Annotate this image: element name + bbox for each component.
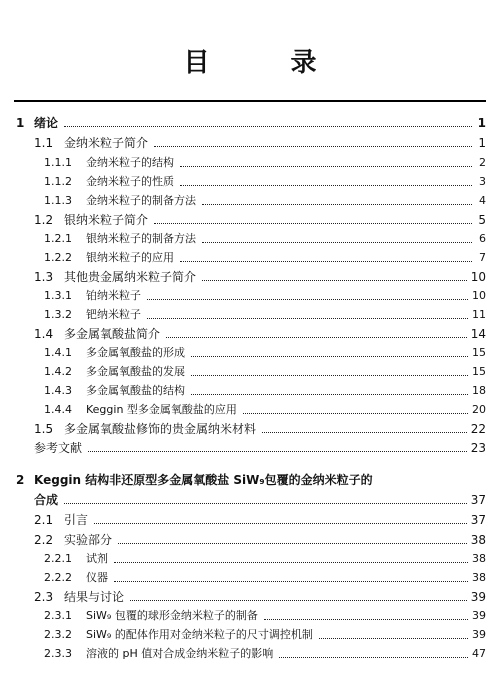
toc-entry-number: 1.4.3 bbox=[44, 384, 72, 397]
toc-entry-number: 1.5 bbox=[34, 422, 54, 436]
toc-entry-number: 2 bbox=[16, 473, 25, 487]
leader-dots bbox=[191, 356, 468, 357]
leader-dots bbox=[154, 223, 472, 224]
toc-entry-label: 引言 bbox=[64, 513, 89, 527]
toc-entry-number: 2.3.2 bbox=[44, 628, 72, 641]
chapter-heading[interactable] bbox=[16, 471, 373, 488]
toc-entry-page: 38 bbox=[472, 571, 486, 584]
leader-dots bbox=[202, 204, 472, 205]
toc-entry-page: 23 bbox=[470, 441, 486, 455]
toc-entry-page: 1 bbox=[478, 136, 486, 150]
toc-entry-label: 金纳米粒子的性质 bbox=[86, 175, 174, 188]
toc-entry-number: 1.3.1 bbox=[44, 289, 72, 302]
leader-dots bbox=[94, 523, 467, 524]
toc-entry-label: SiW₉ 包覆的球形金纳米粒子的制备 bbox=[86, 609, 258, 622]
toc-entry-number: 2.3 bbox=[34, 590, 54, 604]
toc-entry-number: 2.2 bbox=[34, 533, 54, 547]
leader-dots bbox=[154, 146, 472, 147]
leader-dots bbox=[191, 394, 468, 395]
toc-entry-label: 多金属氧酸盐的发展 bbox=[86, 365, 185, 378]
toc-entry-label: 银纳米粒子的制备方法 bbox=[86, 232, 196, 245]
toc-entry-page: 6 bbox=[479, 232, 486, 245]
toc-entry-label: Keggin 型多金属氧酸盐的应用 bbox=[86, 403, 237, 416]
leader-dots bbox=[147, 318, 468, 319]
toc-entry[interactable] bbox=[44, 378, 486, 398]
toc-entry[interactable] bbox=[44, 622, 486, 642]
toc-entry[interactable] bbox=[44, 226, 486, 246]
toc-entry-number: 1.2.2 bbox=[44, 251, 72, 264]
toc-entry-number: 1.4.2 bbox=[44, 365, 72, 378]
toc-entry[interactable] bbox=[44, 397, 486, 417]
toc-entry-number: 1.2 bbox=[34, 213, 54, 227]
toc-entry[interactable] bbox=[34, 264, 486, 284]
toc-entry[interactable] bbox=[44, 603, 486, 623]
toc-entry-number: 1.2.1 bbox=[44, 232, 72, 245]
toc-entry-page: 7 bbox=[479, 251, 486, 264]
toc-entry[interactable] bbox=[44, 150, 486, 170]
toc-entry-page: 3 bbox=[479, 175, 486, 188]
toc-entry-page: 15 bbox=[472, 365, 486, 378]
toc-entry-label: 银纳米粒子简介 bbox=[64, 213, 149, 227]
toc-entry-label: 试剂 bbox=[86, 552, 108, 565]
leader-dots bbox=[191, 375, 468, 376]
toc-entry[interactable] bbox=[34, 507, 486, 527]
toc-entry[interactable] bbox=[34, 416, 486, 436]
toc-entry-page: 38 bbox=[470, 533, 486, 547]
toc-entry-label: 多金属氧酸盐的结构 bbox=[86, 384, 185, 397]
leader-dots bbox=[180, 166, 472, 167]
toc-entry-number: 2.2.2 bbox=[44, 571, 72, 584]
toc-entry-label: 多金属氧酸盐的形成 bbox=[86, 346, 185, 359]
toc-entry-number: 1.1.1 bbox=[44, 156, 72, 169]
leader-dots bbox=[180, 261, 472, 262]
leader-dots bbox=[64, 126, 472, 127]
leader-dots bbox=[130, 600, 467, 601]
toc-entry-page: 14 bbox=[470, 327, 486, 341]
page-title: 目 录 bbox=[183, 48, 353, 78]
toc-entry-label: 仪器 bbox=[86, 571, 108, 584]
toc-entry[interactable] bbox=[34, 435, 486, 455]
toc-entry[interactable] bbox=[44, 546, 486, 566]
toc-entry-number: 2.3.3 bbox=[44, 647, 72, 660]
toc-entry-number: 1 bbox=[16, 116, 25, 130]
toc-entry[interactable] bbox=[34, 487, 486, 507]
toc-entry-number: 1.1.3 bbox=[44, 194, 72, 207]
toc-entry[interactable] bbox=[44, 340, 486, 360]
leader-dots bbox=[88, 451, 467, 452]
toc-entry-page: 39 bbox=[470, 590, 486, 604]
toc-entry-number: 1.4 bbox=[34, 327, 54, 341]
toc-entry[interactable] bbox=[44, 302, 486, 322]
toc-entry[interactable] bbox=[16, 110, 486, 130]
toc-entry-number: 1.4.4 bbox=[44, 403, 72, 416]
toc-entry[interactable] bbox=[44, 245, 486, 265]
toc-entry-page: 39 bbox=[472, 609, 486, 622]
leader-dots bbox=[118, 543, 467, 544]
toc-entry-label: 多金属氧酸盐修饰的贵金属纳米材料 bbox=[64, 422, 257, 436]
leader-dots bbox=[180, 185, 472, 186]
toc-entry-page: 22 bbox=[470, 422, 486, 436]
toc-entry-number: 1.1 bbox=[34, 136, 54, 150]
toc-entry-number: 1.1.2 bbox=[44, 175, 72, 188]
toc-entry-page: 5 bbox=[478, 213, 486, 227]
toc-entry[interactable] bbox=[44, 283, 486, 303]
toc-entry-label: 结果与讨论 bbox=[64, 590, 125, 604]
leader-dots bbox=[64, 503, 467, 504]
toc-entry-page: 2 bbox=[479, 156, 486, 169]
toc-entry-label: 金纳米粒子的结构 bbox=[86, 156, 174, 169]
toc-entry-number: 1.3.2 bbox=[44, 308, 72, 321]
leader-dots bbox=[264, 619, 468, 620]
toc-entry-page: 37 bbox=[470, 493, 486, 507]
toc-entry-label: Keggin 结构非还原型多金属氧酸盐 SiW₉包覆的金纳米粒子的 bbox=[34, 473, 373, 487]
toc-entry[interactable] bbox=[34, 527, 486, 547]
toc-entry[interactable] bbox=[44, 188, 486, 208]
toc-entry-page: 37 bbox=[470, 513, 486, 527]
toc-entry-page: 38 bbox=[472, 552, 486, 565]
toc-entry-page: 39 bbox=[472, 628, 486, 641]
toc-entry-label: 银纳米粒子的应用 bbox=[86, 251, 174, 264]
toc-entry-number: 1.3 bbox=[34, 270, 54, 284]
leader-dots bbox=[279, 657, 468, 658]
toc-entry[interactable] bbox=[44, 359, 486, 379]
toc-entry[interactable] bbox=[44, 565, 486, 585]
leader-dots bbox=[262, 432, 467, 433]
toc-entry-label: 金纳米粒子的制备方法 bbox=[86, 194, 196, 207]
toc-entry-number: 1.4.1 bbox=[44, 346, 72, 359]
leader-dots bbox=[202, 242, 472, 243]
toc-entry[interactable] bbox=[34, 584, 486, 604]
toc-entry-label: 多金属氧酸盐简介 bbox=[64, 327, 161, 341]
toc-entry-label: 参考文献 bbox=[34, 441, 83, 455]
toc-entry-page: 10 bbox=[472, 289, 486, 302]
toc-entry[interactable] bbox=[34, 207, 486, 227]
leader-dots bbox=[114, 581, 468, 582]
leader-dots bbox=[202, 280, 467, 281]
toc-entry-page: 10 bbox=[470, 270, 486, 284]
toc-entry-label: 实验部分 bbox=[64, 533, 113, 547]
leader-dots bbox=[166, 337, 467, 338]
leader-dots bbox=[147, 299, 468, 300]
toc-entry[interactable] bbox=[44, 641, 486, 661]
toc-entry-page: 11 bbox=[472, 308, 486, 321]
leader-dots bbox=[319, 638, 468, 639]
toc-entry-page: 18 bbox=[472, 384, 486, 397]
toc-entry-number: 2.1 bbox=[34, 513, 54, 527]
toc-entry-page: 20 bbox=[472, 403, 486, 416]
toc-entry-page: 47 bbox=[472, 647, 486, 660]
toc-entry-number: 2.2.1 bbox=[44, 552, 72, 565]
toc-entry-label: 合成 bbox=[34, 493, 59, 507]
toc-entry[interactable] bbox=[34, 130, 486, 150]
leader-dots bbox=[114, 562, 468, 563]
toc-entry-label: 绪论 bbox=[34, 116, 59, 130]
toc-entry-page: 1 bbox=[477, 116, 486, 130]
toc-entry-page: 4 bbox=[479, 194, 486, 207]
toc-entry[interactable] bbox=[44, 169, 486, 189]
title-divider bbox=[14, 100, 486, 102]
toc-entry-label: 其他贵金属纳米粒子简介 bbox=[64, 270, 197, 284]
toc-entry[interactable] bbox=[34, 321, 486, 341]
toc-entry-label: 溶液的 pH 值对合成金纳米粒子的影响 bbox=[86, 647, 274, 660]
toc-entry-label: SiW₉ 的配体作用对金纳米粒子的尺寸调控机制 bbox=[86, 628, 313, 641]
toc-entry-number: 2.3.1 bbox=[44, 609, 72, 622]
toc-entry-page: 15 bbox=[472, 346, 486, 359]
toc-entry-label: 钯纳米粒子 bbox=[86, 308, 141, 321]
toc-entry-label: 铂纳米粒子 bbox=[86, 289, 141, 302]
toc-entry-label: 金纳米粒子简介 bbox=[64, 136, 149, 150]
leader-dots bbox=[243, 413, 468, 414]
